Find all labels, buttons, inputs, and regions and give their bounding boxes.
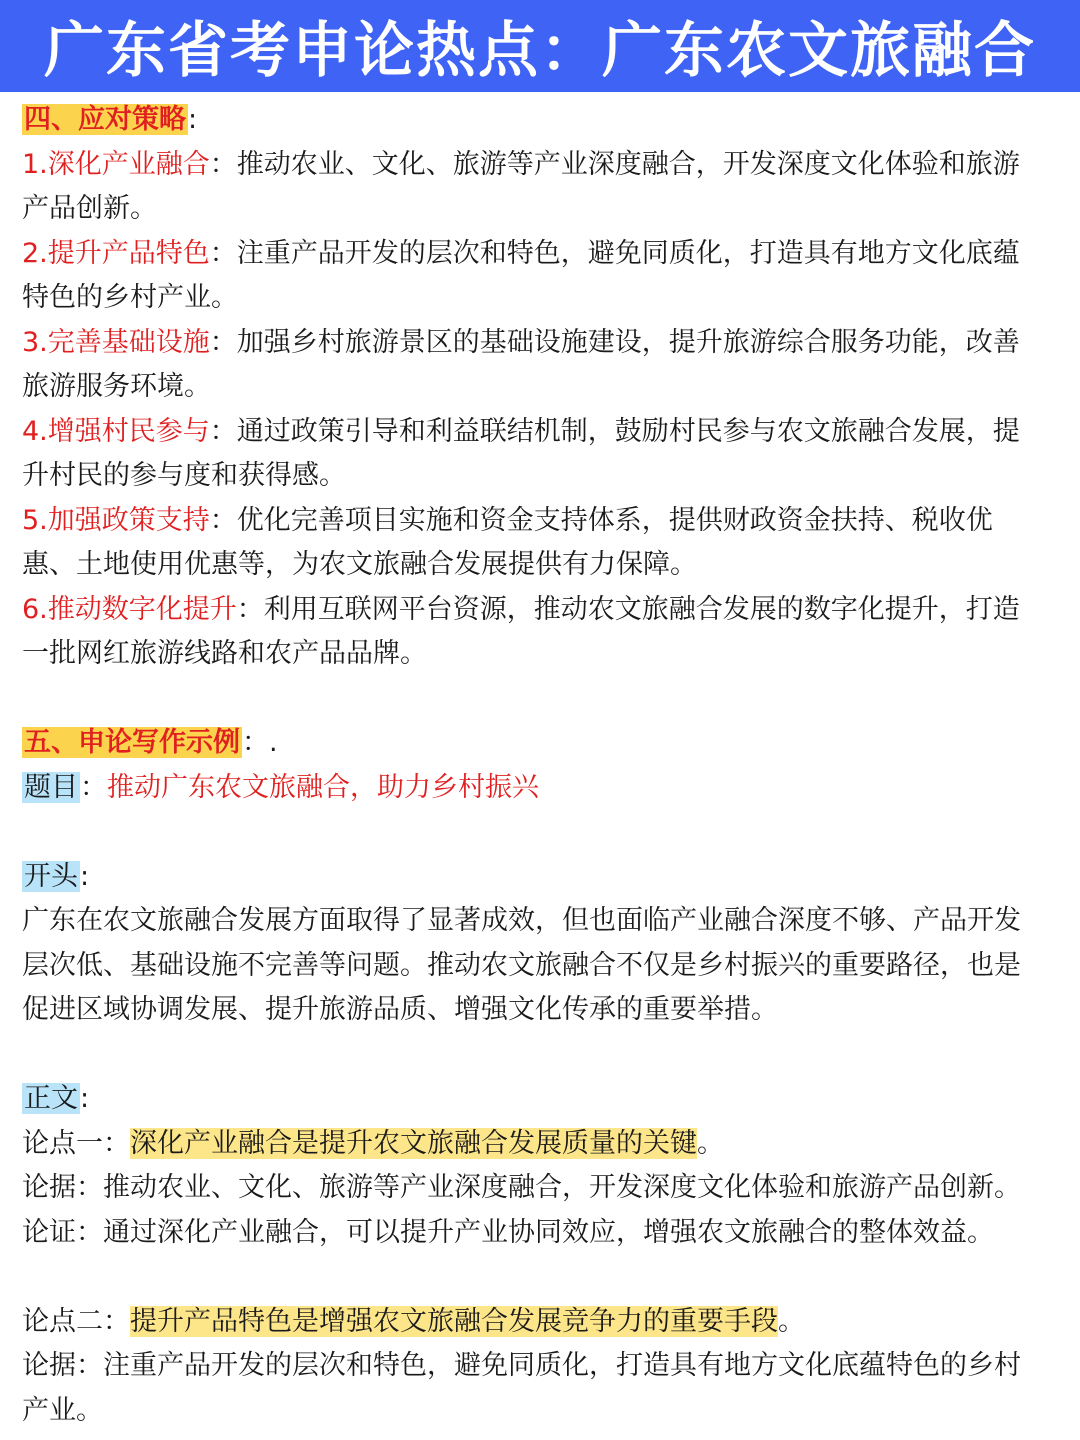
header-banner — [0, 0, 1080, 92]
spacer — [22, 1255, 1058, 1300]
argument-text: 论证：通过深化产业融合，可以提升产业协同效应，增强农文旅融合的整体效益。 — [22, 1216, 994, 1248]
strategy-text: 旅游服务环境。 — [22, 371, 211, 402]
strategy-text: 优化完善项目实施和资金支持体系，提供财政资金扶持、税收优 — [236, 504, 993, 536]
evidence-text: 论据：注重产品开发的层次和特色，避免同质化，打造具有地方文化底蕴特色的乡村 — [22, 1350, 1021, 1381]
strategy-label: 4.增强村民参与 — [22, 415, 210, 447]
argument-point-one: 论点一：深化产业融合是提升农文旅融合发展质量的关键。 论据：推动农业、文化、旅游等产业深度融合，开发深度文化体验和旅游产品创新。 论证：通过深化产业融合，可以提升产业协同效应，增强农文旅融合的整体效益。 — [22, 1122, 1058, 1256]
section-heading-strategies: 四、应对策略: — [24, 104, 198, 135]
strategy-label: 6.推动数字化提升 — [22, 593, 237, 625]
strategy-label: 5.加强政策支持 — [22, 504, 210, 536]
body-label: 正文 — [24, 1083, 78, 1114]
strategy-text: 通过政策引导和利益联结机制，鼓励村民参与农文旅融合发展，提 — [236, 415, 1020, 447]
strategy-text: 升村民的参与度和获得感。 — [22, 460, 346, 491]
strategy-text: 惠、土地使用优惠等，为农文旅融合发展提供有力保障。 — [22, 549, 697, 580]
strategy-text: 注重产品开发的层次和特色，避免同质化，打造具有地方文化底蕴 — [236, 237, 1020, 269]
spacer — [22, 810, 1058, 855]
body-heading: 正文: — [24, 1083, 90, 1114]
spacer — [22, 677, 1058, 722]
strategy-text: 推动农业、文化、旅游等产业深度融合，开发深度文化体验和旅游 — [236, 148, 1020, 180]
strategy-label: 2.提升产品特色 — [22, 237, 210, 269]
section-heading-label: 五、申论写作示例 — [24, 727, 240, 758]
strategy-label: 1.深化产业融合 — [22, 148, 210, 180]
spacer — [22, 1033, 1058, 1078]
opening-label: 开头 — [24, 860, 78, 892]
article-body — [22, 98, 1058, 1433]
point-text: 提升产品特色是增强农文旅融合发展竞争力的重要手段 — [130, 1305, 778, 1337]
section-heading-label: 四、应对策略 — [24, 104, 186, 135]
strategy-text: 利用互联网平台资源，推动农文旅融合发展的数字化提升，打造 — [263, 593, 1020, 625]
page-title: 广东省考申论热点：广东农文旅融合 — [44, 16, 1036, 86]
topic-line: 题目：推动广东农文旅融合，助力乡村振兴 — [24, 771, 539, 803]
strategy-item: 2.提升产品特色：注重产品开发的层次和特色，避免同质化，打造具有地方文化底蕴 特色的乡村产业。 — [22, 232, 1058, 321]
strategy-label: 3.完善基础设施 — [22, 326, 210, 358]
strategy-text: 特色的乡村产业。 — [22, 282, 238, 313]
point-label: 论点二： — [22, 1305, 130, 1337]
strategy-text: 产品创新。 — [22, 193, 157, 224]
point-text: 深化产业融合是提升农文旅融合发展质量的关键 — [130, 1127, 697, 1159]
evidence-text: 论据：推动农业、文化、旅游等产业深度融合，开发深度文化体验和旅游产品创新。 — [22, 1172, 1021, 1203]
opening-heading: 开头: — [24, 860, 90, 892]
topic-label: 题目 — [24, 771, 78, 803]
strategy-item: 4.增强村民参与：通过政策引导和利益联结机制，鼓励村民参与农文旅融合发展，提 升村民的参与度和获得感。 — [22, 410, 1058, 499]
strategy-text: 一批网红旅游线路和农产品品牌。 — [22, 638, 427, 669]
evidence-text: 产业。 — [22, 1394, 103, 1426]
point-label: 论点一： — [22, 1127, 130, 1159]
strategy-text: 加强乡村旅游景区的基础设施建设，提升旅游综合服务功能，改善 — [236, 326, 1020, 358]
strategy-item: 5.加强政策支持：优化完善项目实施和资金支持体系，提供财政资金扶持、税收优 惠、土地使用优惠等，为农文旅融合发展提供有力保障。 — [22, 499, 1058, 588]
argument-point-two: 论点二：提升产品特色是增强农文旅融合发展竞争力的重要手段。 论据：注重产品开发的层次和特色，避免同质化，打造具有地方文化底蕴特色的乡村 产业。 — [22, 1300, 1058, 1434]
strategy-item: 1.深化产业融合：推动农业、文化、旅游等产业深度融合，开发深度文化体验和旅游 产品创新。 — [22, 143, 1058, 232]
strategy-item: 6.推动数字化提升：利用互联网平台资源，推动农文旅融合发展的数字化提升，打造 一批网红旅游线路和农产品品牌。 — [22, 588, 1058, 677]
topic-value: 推动广东农文旅融合，助力乡村振兴 — [107, 771, 539, 803]
opening-paragraph: 广东在农文旅融合发展方面取得了显著成效，但也面临产业融合深度不够、产品开发 层次低、基础设施不完善等问题。推动农文旅融合不仅是乡村振兴的重要路径，也是 促进区域协调发展、提升旅游品质、增强文化传承的重要举措。 — [22, 905, 1021, 1025]
strategy-item: 3.完善基础设施：加强乡村旅游景区的基础设施建设，提升旅游综合服务功能，改善 旅游服务环境。 — [22, 321, 1058, 410]
section-heading-writing-example: 五、申论写作示例：. — [24, 727, 278, 758]
